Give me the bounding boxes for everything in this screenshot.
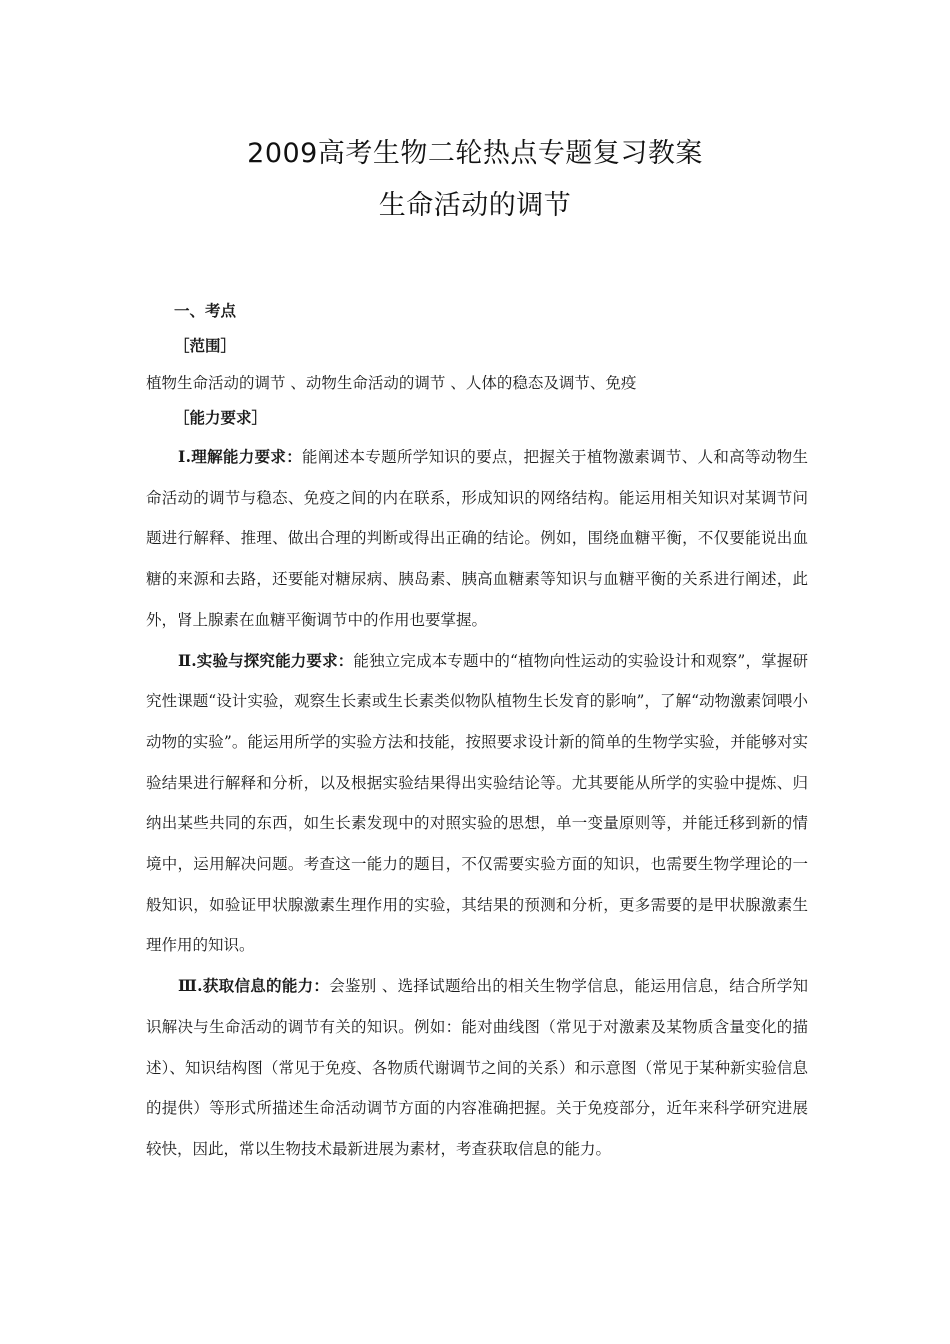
paragraph-understanding: [146, 437, 808, 641]
paragraph-information: [146, 966, 808, 1170]
paragraph-text: 能独立完成本专题中的“植物向性运动的实验设计和观察”，掌握研究性课题“设计实验，观察生长素或生长素类似物队植物生长发育的影响”，了解“动物激素饲喂小动物的实验”。能运用所学的实验方法和技能，按照要求设计新的简单的生物学实验，并能够对实验结果进行解释和分析，以及根据实验结果得出实验结论等。尤其要能从所学的实验中提炼、归纳出某些共同的东西，如生长素发现中的对照实验的思想，单一变量原则等，并能迁移到新的情境中，运用解决问题。考查这一能力的题目，不仅需要实验方面的知识，也需要生物学理论的一般知识，如验证甲状腺激素生理作用的实验，其结果的预测和分析，更多需要的是甲状腺激素生理作用的知识。: [146, 651, 808, 955]
document-subtitle: 生命活动的调节: [378, 190, 572, 221]
scope-label: ［范围］: [174, 336, 237, 355]
section-heading-kaodian: 一、考点: [174, 301, 237, 320]
paragraph-lead: Ⅰ.理解能力要求：: [178, 447, 303, 466]
document-body: [146, 297, 808, 1170]
paragraph-experiment: [146, 641, 808, 967]
paragraph-text: 会鉴别 、选择试题给出的相关生物学信息，能运用信息，结合所学知识解决与生命活动的调节有关的知识。例如：能对曲线图（常见于对激素及某物质含量变化的描述）、知识结构图（常见于免疫、各物质代谢调节之间的关系）和示意图（常见于某种新实验信息的提供）等形式所描述生命活动调节方面的内容准确把握。关于免疫部分，近年来科学研究进展较快，因此，常以生物技术最新进展为素材，考查获取信息的能力。: [146, 977, 808, 1158]
document-title: 2009高考生物二轮热点专题复习教案: [247, 138, 703, 169]
paragraph-lead: Ⅱ.实验与探究能力要求：: [178, 650, 354, 670]
ability-label: ［能力要求］: [174, 408, 268, 427]
paragraph-text: 能阐述本专题所学知识的要点，把握关于植物激素调节、人和高等动物生命活动的调节与稳态、免疫之间的内在联系，形成知识的网络结构。能运用相关知识对某调节问题进行解释、推理、做出合理的判断或得出正确的结论。例如，围绕血糖平衡，不仅要能说出血糖的来源和去路，还要能对糖尿病、胰岛素、胰高血糖素等知识与血糖平衡的关系进行阐述，此外，肾上腺素在血糖平衡调节中的作用也要掌握。: [146, 448, 808, 629]
scope-text: 植物生命活动的调节 、动物生命活动的调节 、人体的稳态及调节、免疫: [146, 374, 637, 392]
paragraph-lead: Ⅲ.获取信息的能力：: [178, 976, 330, 996]
